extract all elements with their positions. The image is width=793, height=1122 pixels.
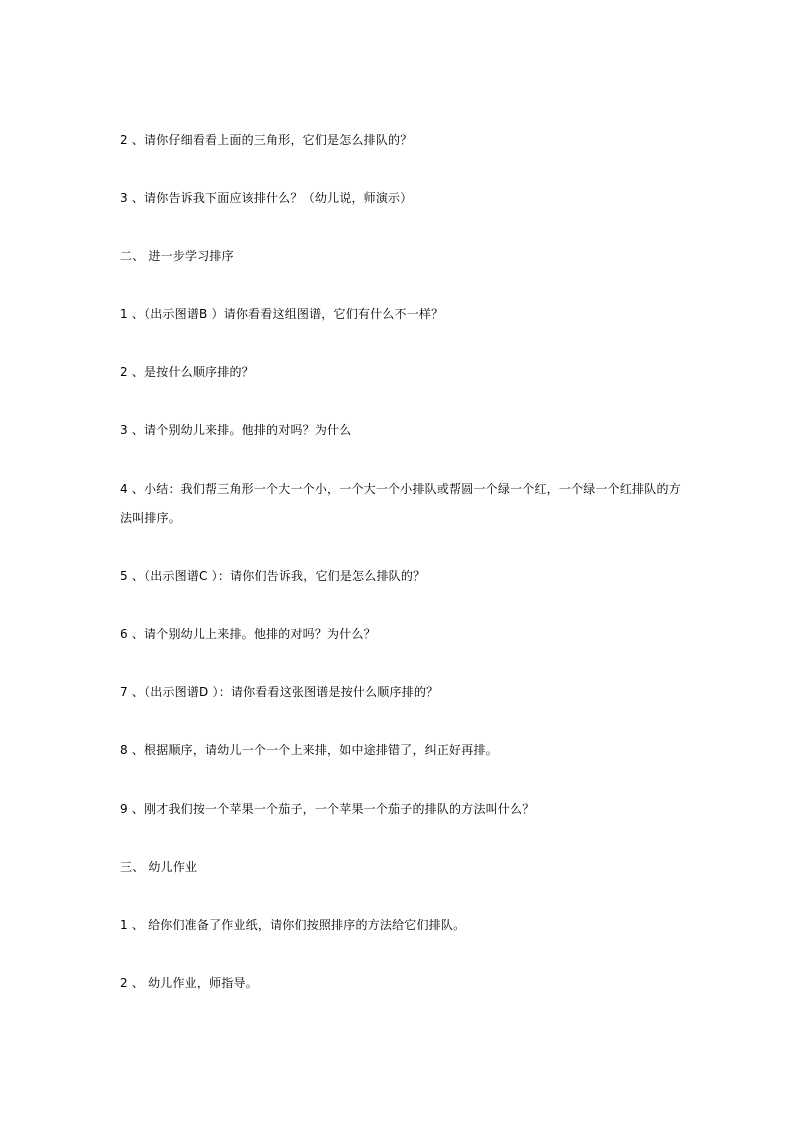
section-heading: 二、 进一步学习排序 xyxy=(120,249,234,263)
text-line: 9 、刚才我们按一个苹果一个茄子，一个苹果一个茄子的排队的方法叫什么？ xyxy=(120,802,535,816)
section-heading: 三、 幼儿作业 xyxy=(120,860,198,874)
text-line: 3 、请个别幼儿来排。他排的对吗？为什么 xyxy=(120,423,352,437)
text-line: 4 、小结：我们帮三角形一个大一个小，一个大一个小排队或帮圆一个绿一个红，一个绿一个红排队的方 xyxy=(120,482,681,496)
text-line: 法叫排序。 xyxy=(120,511,182,525)
text-line: 2 、是按什么顺序排的？ xyxy=(120,365,254,379)
text-line: 1 、 给你们准备了作业纸，请你们按照排序的方法给它们排队。 xyxy=(120,918,466,932)
text-line: 7 、（出示图谱D ）：请你看看这张图谱是按什么顺序排的？ xyxy=(120,685,439,699)
text-line: 2 、 幼儿作业，师指导。 xyxy=(120,976,258,990)
text-line: 8 、根据顺序，请幼儿一个一个上来排，如中途排错了，纠正好再排。 xyxy=(120,743,498,757)
text-line: 2 、请你仔细看看上面的三角形，它们是怎么排队的？ xyxy=(120,133,413,147)
text-line: 3 、请你告诉我下面应该排什么？（幼儿说，师演示） xyxy=(120,191,413,205)
text-line: 6 、请个别幼儿上来排。他排的对吗？为什么？ xyxy=(120,627,376,641)
text-line: 5 、（出示图谱C ）：请你们告诉我，它们是怎么排队的？ xyxy=(120,569,426,583)
text-line: 1 、（出示图谱B ）请你看看这组图谱，它们有什么不一样？ xyxy=(120,307,444,321)
